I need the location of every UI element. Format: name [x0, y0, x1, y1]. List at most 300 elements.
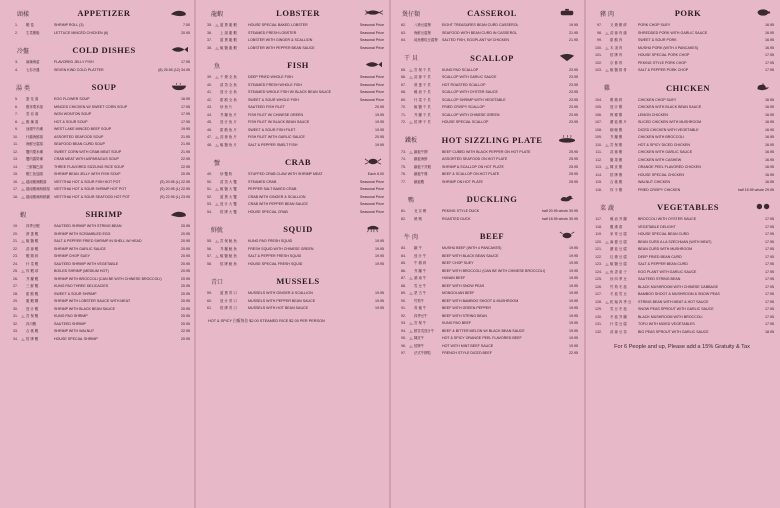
menu-item[interactable] [200, 186, 384, 194]
item-price: 20.95 [181, 306, 190, 311]
item-price: 17.95 [765, 314, 774, 319]
item-number: 54. [207, 209, 212, 214]
item-price: 19.95 [569, 276, 578, 280]
item-price: 20.95 [181, 314, 190, 318]
menu-item[interactable] [590, 45, 774, 53]
menu-item[interactable] [394, 260, 578, 268]
hot-spicy-icon: ♨ [408, 149, 414, 155]
menu-item[interactable] [6, 126, 190, 134]
menu-item[interactable] [6, 156, 190, 164]
item-price: (S) 22.95 (L) 23.95 [159, 194, 190, 199]
menu-item[interactable] [6, 306, 190, 314]
menu-item[interactable] [394, 305, 578, 313]
item-price: Seasonal Price [359, 90, 384, 94]
menu-item[interactable] [590, 291, 774, 299]
item-number: 95. [401, 336, 406, 340]
menu-item[interactable] [6, 179, 190, 187]
item-price: 23.95 [569, 90, 578, 94]
item-name: TOFU WITH MIXED VEGETABLES [638, 322, 695, 326]
hot-spicy-icon: ♨ [408, 328, 414, 334]
shrimp-icon [168, 4, 190, 22]
menu-item[interactable] [6, 238, 190, 246]
menu-item[interactable] [200, 194, 384, 202]
menu-item[interactable] [394, 112, 578, 120]
item-number: 27. [13, 284, 18, 288]
menu-item[interactable] [590, 22, 774, 30]
item-chinese-name: 芥 蘭 雞 [610, 135, 623, 139]
menu-item[interactable] [394, 171, 578, 179]
menu-item[interactable] [200, 298, 384, 306]
item-number: 23. [13, 254, 18, 258]
menu-item[interactable] [200, 209, 384, 217]
item-name: STUFFED CRAB CLAW WITH SHRIMP MEAT [248, 172, 323, 176]
item-name: CHICKEN WITH GARLIC SAUCE [638, 150, 693, 154]
menu-item[interactable] [394, 275, 578, 283]
hot-spicy-icon: ♨ [214, 254, 220, 259]
menu-item[interactable] [590, 224, 774, 232]
menu-item[interactable] [394, 156, 578, 164]
item-number: 59. [207, 291, 212, 295]
menu-item[interactable] [394, 179, 578, 187]
menu-item[interactable] [200, 134, 384, 142]
menu-item[interactable] [590, 269, 774, 277]
section-chinese-title: 頭樣 [16, 10, 29, 18]
item-price: 19.95 [375, 306, 384, 310]
item-number: 81. [401, 209, 406, 213]
hot-spicy-icon: ♨ [20, 194, 26, 200]
item-name: SCALLOP WITH CHINESE GREEN [442, 112, 500, 117]
menu-item[interactable] [6, 22, 190, 30]
menu-item[interactable] [394, 253, 578, 261]
item-number: 89. [401, 291, 406, 295]
menu-item[interactable] [394, 313, 578, 321]
item-price: 20.95 [181, 269, 190, 273]
item-price: 17.95 [181, 104, 190, 109]
menu-item[interactable] [200, 201, 384, 209]
item-price: 20.95 [181, 321, 190, 326]
item-number: 9. [15, 127, 18, 131]
item-name: FRIED CRISPY CHICKEN [638, 187, 681, 192]
menu-item[interactable] [200, 261, 384, 269]
item-chinese-name: 豉 汁 全 魚 [220, 90, 237, 94]
item-price: 16.95 [765, 127, 774, 132]
menu-item[interactable] [590, 104, 774, 112]
menu-item[interactable] [590, 246, 774, 254]
item-name: BEEF CUBED WITH BLACK PEPPER ON HOT PLATE [442, 149, 531, 154]
menu-item[interactable] [590, 216, 774, 224]
item-price: 19.95 [569, 261, 578, 265]
item-number: 98. [597, 30, 602, 35]
menu-item[interactable] [200, 127, 384, 135]
item-price: 16.95 [765, 172, 774, 177]
menu-item[interactable] [200, 179, 384, 187]
item-chinese-name: 豉 汁 魚 片 [220, 120, 237, 124]
item-number: 125. [595, 277, 602, 281]
item-chinese-name: 麻 婆 豆 腐 [610, 239, 627, 244]
item-number: 15. [13, 172, 18, 176]
menu-item[interactable] [6, 164, 190, 172]
section-title: CRAB [284, 157, 312, 167]
menu-item[interactable] [590, 299, 774, 307]
item-name: SCALLOP WITH OYSTER SAUCE [442, 90, 498, 94]
menu-item[interactable] [590, 134, 774, 142]
item-price: 16.95 [765, 157, 774, 162]
menu-item[interactable] [394, 22, 578, 30]
item-price: 19.95 [569, 291, 578, 295]
menu-item[interactable] [590, 127, 774, 135]
item-chinese-name: 椒 鹽 排 骨 [610, 68, 627, 72]
item-number: 117. [595, 217, 602, 221]
menu-item[interactable] [590, 261, 774, 269]
item-number: 61. [207, 306, 212, 310]
item-chinese-name: 炒 蟹 粉 [220, 172, 233, 176]
item-number: 34. [13, 336, 18, 341]
menu-item[interactable] [394, 245, 578, 253]
menu-item[interactable] [394, 208, 578, 216]
menu-item[interactable] [590, 97, 774, 105]
item-price: 25.95 [569, 164, 578, 169]
item-number: 82. [401, 216, 406, 221]
menu-item[interactable] [200, 142, 384, 150]
item-name: FISH FILET WITH GARLIC SAUCE [248, 135, 305, 139]
menu-item[interactable] [6, 283, 190, 291]
menu-item[interactable] [394, 119, 578, 127]
item-name: PORK CHOP SUEY [638, 23, 671, 27]
menu-item[interactable] [394, 74, 578, 82]
item-price: 19.95 [375, 112, 384, 117]
item-number: 44. [207, 112, 212, 117]
menu-item[interactable] [394, 149, 578, 157]
item-chinese-name: 清 蒸 全 魚 [220, 82, 237, 87]
menu-item[interactable] [6, 186, 190, 194]
menu-item[interactable] [590, 329, 774, 337]
menu-item[interactable] [590, 60, 774, 68]
menu-item[interactable] [200, 45, 384, 53]
menu-item[interactable] [394, 37, 578, 45]
menu-item[interactable] [6, 328, 190, 336]
item-chinese-name: 甜 酸 蝦 [26, 291, 39, 296]
menu-item[interactable] [590, 179, 774, 187]
item-number: 112. [595, 157, 602, 162]
menu-item[interactable] [6, 149, 190, 157]
item-price: 20.95 [181, 276, 190, 281]
hot-spicy-icon: ♨ [20, 336, 26, 342]
item-name: WALNUT CHICKEN [638, 180, 671, 184]
item-price: 17.95 [181, 60, 190, 64]
menu-item[interactable] [394, 320, 578, 328]
item-price: 20.95 [181, 284, 190, 288]
item-number: 72. [401, 120, 406, 124]
menu-item[interactable] [394, 298, 578, 306]
item-name: PEPPER SALT BAKED CRAB [248, 187, 297, 191]
section-title: SHRIMP [85, 209, 123, 219]
menu-item[interactable] [200, 253, 384, 261]
menu-item[interactable] [6, 223, 190, 231]
item-price: 17.95 [765, 284, 774, 289]
menu-item[interactable] [590, 149, 774, 157]
item-number: 121. [595, 247, 602, 251]
item-price: 20.95 [375, 105, 384, 109]
item-chinese-name: 腰 果 雞 [610, 157, 623, 162]
menu-item[interactable] [590, 187, 774, 195]
page-fold-line [389, 0, 391, 508]
item-chinese-name: 紅 燒 豆 腐 [610, 254, 627, 259]
menu-item[interactable] [200, 305, 384, 313]
menu-item[interactable] [590, 276, 774, 284]
menu-item[interactable] [6, 119, 190, 127]
menu-item[interactable] [6, 111, 190, 119]
menu-item[interactable] [200, 97, 384, 105]
menu-item[interactable] [200, 290, 384, 298]
item-price: 19.95 [569, 336, 578, 340]
menu-item[interactable] [6, 231, 190, 239]
item-price: 19.95 [569, 313, 578, 318]
item-chinese-name: 生菜雞鬆 [26, 30, 40, 35]
menu-item[interactable] [6, 261, 190, 269]
item-number: 63. [401, 30, 406, 35]
item-chinese-name: 青 椒 牛 [414, 306, 427, 310]
item-name: HOUSE SPECIAL CRAB [248, 209, 288, 214]
item-chinese-name: 四季豆蝦 [26, 224, 40, 228]
crab-icon [362, 153, 384, 171]
menu-item[interactable] [200, 238, 384, 246]
item-price: 19.95 [375, 127, 384, 132]
menu-item[interactable] [6, 194, 190, 202]
menu-item[interactable] [590, 30, 774, 38]
item-price: half 20.95 whole 39.95 [541, 209, 578, 213]
menu-item[interactable] [6, 171, 190, 179]
item-name: MONGOLIAN BEEF [442, 291, 475, 295]
item-name: VIET/THAI HOT & SOUR SEAFOOD HOT POT [54, 194, 130, 199]
item-chinese-name: 宮 保 牛 [414, 321, 427, 325]
menu-item[interactable] [200, 89, 384, 97]
item-chinese-name: 七彩冷盤 [26, 67, 40, 72]
item-price: 21.95 [569, 38, 578, 42]
menu-item[interactable] [6, 104, 190, 112]
item-chinese-name: 雪 豆 冬 菇 [610, 307, 627, 311]
section-title: APPETIZER [77, 8, 131, 18]
menu-item[interactable] [200, 30, 384, 38]
menu-item[interactable] [200, 37, 384, 45]
menu-item[interactable] [6, 59, 190, 67]
menu-item[interactable] [6, 141, 190, 149]
item-price: 21.95 [181, 142, 190, 146]
item-chinese-name: 蒜 蓉 雞 [610, 150, 623, 154]
item-number: 118. [595, 224, 602, 229]
item-name: HOUSE SPECIAL SCALLOP [442, 120, 489, 124]
item-number: 35. [207, 23, 212, 27]
menu-item[interactable] [394, 104, 578, 112]
menu-item[interactable] [6, 67, 190, 75]
menu-item[interactable] [200, 246, 384, 254]
menu-item[interactable] [200, 74, 384, 82]
item-name: BEEF WITH BLACK BEAN SAUCE [442, 253, 499, 258]
menu-item[interactable] [394, 268, 578, 276]
item-price: Seasonal Price [359, 179, 384, 184]
item-name: SHRIMP WITH BLACK BEAN SAUCE [54, 306, 116, 311]
menu-item[interactable] [590, 52, 774, 60]
item-chinese-name: 干 燒 全 魚 [220, 75, 237, 79]
menu-item[interactable] [6, 313, 190, 321]
soup-bowl-icon [168, 78, 190, 96]
menu-item[interactable] [6, 268, 190, 276]
item-name: SHRIMP WITH WALNUT [54, 329, 95, 333]
menu-item[interactable] [6, 246, 190, 254]
item-price: Seasonal Price [359, 187, 384, 191]
item-number: 84. [401, 253, 406, 258]
menu-item[interactable] [394, 328, 578, 336]
item-price: 20.95 [181, 231, 190, 236]
item-price: Seasonal Price [359, 209, 384, 214]
item-price: Seasonal Price [359, 75, 384, 79]
item-price: 20.95 [181, 261, 190, 266]
menu-item[interactable] [394, 67, 578, 75]
menu-item[interactable] [394, 89, 578, 97]
item-chinese-name: 上 湯 龍 蝦 [220, 30, 237, 35]
menu-item[interactable] [590, 321, 774, 329]
hot-spicy-and-rice-note: HOT & SPICY 白飯每位 $2.00 STEAMED RICE $2.00 PER PERSON [208, 318, 325, 323]
item-price: 16.95 [765, 30, 774, 35]
item-name: SALT & PEPPER FRESH SQUID [248, 254, 302, 258]
menu-item[interactable] [6, 336, 190, 344]
item-chinese-name: 宮 保 魷 魚 [220, 239, 237, 243]
item-chinese-name: 豉 汁 青 口 [220, 298, 237, 303]
hot-spicy-icon: ♨ [214, 75, 220, 80]
menu-item[interactable] [6, 291, 190, 299]
item-number: 128. [595, 299, 602, 304]
menu-item[interactable] [590, 157, 774, 165]
item-name: BEAN CURD A LA SZECHUAN (WITH MEAT) [638, 239, 712, 244]
item-chinese-name: 豉 汁 雞 [610, 105, 623, 109]
item-number: 93. [401, 321, 406, 325]
menu-item[interactable] [394, 283, 578, 291]
item-price: 23.95 [569, 120, 578, 124]
item-chinese-name: 滑 蛋 干 貝 [414, 82, 431, 87]
menu-column-2 [200, 0, 384, 508]
menu-item[interactable] [590, 164, 774, 172]
item-chinese-name: 薑 蔥 大 蟹 [220, 194, 237, 199]
item-price: (8) 25.95 (12) 34.95 [158, 67, 190, 72]
menu-item[interactable] [394, 82, 578, 90]
menu-item[interactable] [200, 119, 384, 127]
menu-item[interactable] [394, 290, 578, 298]
item-number: 17. [13, 187, 18, 191]
item-price: 16.95 [765, 150, 774, 154]
item-name: BOILED SHRIMP (MEDIUM HOT) [54, 269, 109, 273]
item-price: Seasonal Price [359, 30, 384, 35]
menu-item[interactable] [6, 30, 190, 38]
item-number: 107. [595, 120, 602, 124]
menu-item[interactable] [590, 119, 774, 127]
item-name: SEAFOOD WITH BEAN CURD IN CASSEROL [442, 30, 518, 35]
item-chinese-name: 招 牌 魷 魚 [220, 261, 237, 266]
item-price: 23.95 [569, 97, 578, 102]
menu-item[interactable] [6, 298, 190, 306]
item-number: 36. [207, 30, 212, 35]
item-number: 131. [595, 322, 602, 326]
hot-spicy-icon: ♨ [20, 314, 26, 319]
item-chinese-name: 芥 蘭 蝦 [26, 276, 39, 281]
menu-item[interactable] [394, 216, 578, 224]
item-chinese-name: 陳 皮 雞 [610, 165, 623, 169]
menu-item[interactable] [590, 142, 774, 150]
menu-item[interactable] [590, 67, 774, 75]
menu-item[interactable] [590, 37, 774, 45]
item-price: Seasonal Price [359, 202, 384, 206]
item-name: ASSORTED SEAFOOD SOUP [54, 134, 104, 139]
menu-item[interactable] [590, 254, 774, 262]
item-chinese-name: 薑 蔥 龍 蝦 [220, 38, 237, 42]
section-title: MUSSELS [276, 276, 320, 286]
item-number: 62. [401, 23, 406, 27]
item-name: BROCCOLI WITH OYSTER SAUCE [638, 217, 697, 221]
menu-item[interactable] [200, 104, 384, 112]
item-chinese-name: 蒙 古 牛 [414, 291, 427, 295]
menu-item[interactable] [6, 253, 190, 261]
menu-item[interactable] [6, 321, 190, 329]
menu-item[interactable] [200, 22, 384, 30]
item-chinese-name: 魚 香 茄 子 [610, 269, 627, 274]
menu-item[interactable] [200, 82, 384, 90]
menu-item[interactable] [394, 97, 578, 105]
item-price: 23.95 [569, 112, 578, 117]
menu-item[interactable] [200, 112, 384, 120]
item-number: 71. [401, 112, 406, 117]
item-chinese-name: 薑 蔥 青 口 [220, 291, 237, 295]
item-name: SHRIMP ON HOT PLATE [442, 179, 483, 184]
item-name: CHICKEN CHOP SUEY [638, 97, 677, 102]
item-chinese-name: 鐵板干貝蝦 [414, 164, 431, 169]
menu-item[interactable] [394, 30, 578, 38]
menu-item[interactable] [590, 231, 774, 239]
menu-item[interactable] [394, 350, 578, 358]
menu-item[interactable] [394, 164, 578, 172]
menu-item[interactable] [590, 306, 774, 314]
item-chinese-name: 蘑 菇 雞 片 [610, 120, 627, 124]
menu-item[interactable] [590, 284, 774, 292]
menu-item[interactable] [6, 96, 190, 104]
hot-spicy-icon: ♨ [214, 239, 220, 244]
item-name: BAMBOO SHOOT & MUSHROOM & SNOW PEAS [638, 292, 720, 296]
item-chinese-name: 蠔 油 芥 蘭 [610, 217, 627, 221]
item-number: 103. [595, 68, 602, 72]
item-chinese-name: 海鮮豆腐煲 [414, 30, 431, 35]
item-price: 21.95 [569, 30, 578, 35]
menu-item[interactable] [394, 343, 578, 351]
menu-item[interactable] [590, 172, 774, 180]
item-price: 19.95 [181, 127, 190, 131]
item-number: 126. [595, 284, 602, 289]
item-price: 16.95 [765, 142, 774, 147]
item-name: SHRIMP BEAN JELLY WITH FISH SOUP [54, 172, 121, 176]
menu-item[interactable] [590, 314, 774, 322]
menu-item[interactable] [590, 239, 774, 247]
menu-item[interactable] [590, 112, 774, 120]
item-price: 17.95 [765, 299, 774, 304]
item-number: 67. [401, 82, 406, 87]
menu-item[interactable] [394, 335, 578, 343]
menu-item[interactable] [6, 276, 190, 284]
item-number: 60. [207, 298, 212, 303]
section-header [590, 6, 774, 20]
menu-item[interactable] [6, 134, 190, 142]
menu-item[interactable] [200, 171, 384, 179]
item-chinese-name: 芥 蘭 牛 [414, 268, 427, 273]
item-price: 19.95 [375, 120, 384, 124]
item-name: BLACK MUSHROOM WITH CHINESE CABBAGE [638, 284, 719, 289]
item-name: EGG FLOWER SOUP [54, 97, 90, 101]
item-price: 23.95 [569, 82, 578, 87]
